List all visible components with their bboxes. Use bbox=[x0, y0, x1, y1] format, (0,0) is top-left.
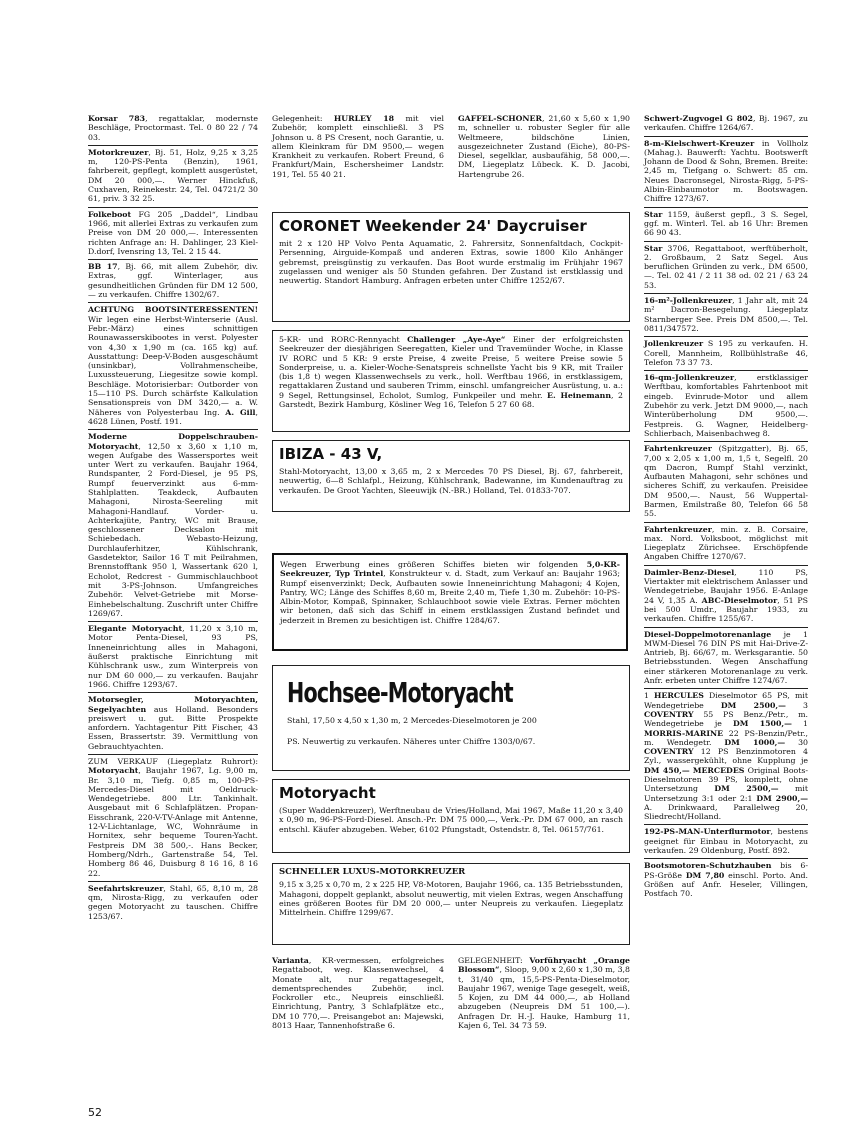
motoryacht-text: (Super Waddenkreuzer), Werftneubau de Vries/Holland, Mai 1967, Maße 11,20 x 3,40 x 0,90 m, 96-PS-Ford-Diesel. Ansch.-Pr. DM 75 000,—, Verk.-Pr. DM 67 000, an rasch entschl. Käufer abzugeben. Weber, 6102 Pfungstadt, Ostendstr. 8, Tel. 06157/761. bbox=[279, 806, 623, 834]
col4-ad-0: Schwert-Zugvogel G 802, Bj. 1967, zu verkaufen. Chiffre 1264/67. bbox=[644, 112, 808, 137]
coronet-text: mit 2 x 120 HP Volvo Penta Aquamatic, 2. Fahrersitz, Sonnenfaltdach, Cockpit-Persenning, Airguide-Kompaß und anderen Extras, sowie 1800 Kilo Anhänger gebremst, preisgünstig zu verkaufen. Das Boot wurde erstmalig im Frühjahr 1967 zugelassen und weniger als 50 Stunden gefahren. Der Zustand ist erstklassig und neuwertig. Standort Hamburg. Anfragen erbeten unter Chiffre 1252/67. bbox=[279, 239, 623, 286]
col4-ad-9: Daimler-Benz-Diesel, 110 PS, Viertakter mit elektrischem Anlasser und Wendegetriebe, Baujahr 1956. E-Anlage 24 V, 1,35 A. ABC-Dieselmotor, 51 PS bei 500 Umdr., Baujahr 1933, zu verkaufen. Chiffre 1255/67. bbox=[644, 566, 808, 628]
col4-ad-13: Bootsmotoren-Schutzhauben bis 6-PS-Größe DM 7,80 einschl. Porto. And. Größen auf Anfr. Heseler, Villingen, Postfach 70. bbox=[644, 861, 808, 899]
col1-ad-4: ACHTUNG BOOTSINTERESSENTEN! Wir legen eine Herbst-Winterserie (Ausl. Febr.-März) eines schnittigen Rounawasserskibootes in verst. Polyester von 4,30 x 1,90 m (ca. 165 kg) auf. Ausstattung: Deep-V-Boden ausgeschäumt (unsinkbar), Vollrahmenscheibe, Luxussteuerung, Liegesitze sowie kompl. Beschläge. Motorisierbar: Outborder von 15—110 PS. Durch schärfste Kalkulation Sensationspreis von DM 3420,— a. W. Näheres von Polyesterbau Ing. A. Gill, 4628 Lünen, Postf. 191. bbox=[88, 303, 258, 430]
col2-ad-0: Gelegenheit: HURLEY 18 mit viel Zubehör, komplett einschließl. 3 PS Johnson u. 8 PS Cresent, noch Garantie, u. allem Kleinkram für DM 9500,— wegen Krankheit zu verkaufen. Robert Freund, 6 Frankfurt/Main, Eschersheimer Landstr. 191, Tel. 55 40 21. bbox=[272, 114, 445, 179]
col3b-ad-0: GELEGENHEIT: Vorführyacht „Orange Blossom“, Sloop, 9,00 x 2,60 x 1,30 m, 3,8 t, 31/40 qm, 15,5-PS-Penta-Dieselmotor, Baujahr 1967, wenige Tage gesegelt, weiß, 5 Kojen, zu DM 44 000,—, ab Holland abzugeben (Neupreis DM 51 100,—). Anfragen Dr. H.-J. Hauke, Hamburg 11, Kajen 6, Tel. 34 73 59. bbox=[458, 956, 630, 1031]
coronet-title: CORONET Weekender 24' Daycruiser bbox=[279, 217, 587, 235]
motoryacht-title: Motoryacht bbox=[279, 784, 376, 802]
col4-ad-3: Star 3706, Regattaboot, werftüberholt, 2. Großbaum, 2 Satz Segel. Aus beruflichen Gründen zu verk., DM 6500,—. Tel. 02 41 / 2 11 38 od. 02 21 / 63 24 53. bbox=[644, 242, 808, 294]
col1-ad-0: Korsar 783, regattaklar, modernste Beschläge, Proctormast. Tel. 0 80 22 / 74 03. bbox=[88, 112, 258, 146]
col4-ad-5: Jollenkreuzer S 195 zu verkaufen. H. Corell, Mannheim, Rollbühlstraße 46, Telefon 73 37 73. bbox=[644, 337, 808, 371]
luxus-text: 9,15 x 3,25 x 0,70 m, 2 x 225 HP, V8-Motoren, Baujahr 1966, ca. 135 Betriebsstunden, Mahagoni, doppelt geplankt, absolut neuwertig, mit vielen Extras, wegen Anschaffung eines größeren Bootes für DM 20 000,— unter Neupreis zu verkaufen. Liegeplatz Mittelrhein. Chiffre 1299/67. bbox=[279, 880, 623, 918]
col1-ad-5: Moderne Doppelschrauben-Motoryacht, 12,50 x 3,60 x 1,10 m, wegen Aufgabe des Wassersportes weit unter Wert zu verkaufen. Baujahr 1964, Rundspanter, 2 Ford-Diesel, je 95 PS, Rumpf feuerverzinkt aus 6-mm-Stahlplatten. Teakdeck, Aufbauten Mahagoni, Nirosta-Seereling mit Mahagoni-Handlauf. Vorder- u. Achterkajüte, Pantry, WC mit Brause, geschlossener Decksalon mit Schiebedach. Webasto-Heizung, Durchlauferhitzer, Kühlschrank, Gasdetektor, Sailor 16 T mit Peilrahmen, Brennstofftank 950 l, Wassertank 620 l, Echolot, Redcrest - Gummischlauchboot mit 3-PS-Johnson. Umfangreiches Zubehör. Velvet-Getriebe mit Morse-Einhebelschaltung. Zuschrift unter Chiffre 1269/67. bbox=[88, 430, 258, 622]
hochsee-title: Hochsee-Motoryacht bbox=[287, 676, 513, 709]
col2b-ad-0: Varianta, KR-vermessen, erfolgreiches Regattaboot, weg. Klassenwechsel, 4 Monate alt, nur regattagesegelt, dementsprechendes Zubehör, incl. Fockroller etc., Neupreis einschließl. Einrichtung, Pantry, 3 Schlafplätze etc., DM 10 770,—. Preisangebot an: Majewski, 8013 Haar, Tannenhofstraße 6. bbox=[272, 956, 444, 1031]
column-4 bbox=[644, 112, 808, 902]
column-2-bottom bbox=[272, 954, 444, 1033]
col4-ad-10: Diesel-Doppelmotorenanlage je 1 MWM-Diesel 76 DIN PS mit Hai-Drive-Z-Antrieb, Bj. 66/67, m. Werksgarantie. 50 Betriebsstunden. Wegen Anschaffung einer stärkeren Motorenanlage zu verk. Anfr. erbeten unter Chiffre 1274/67. bbox=[644, 628, 808, 690]
ad-ibiza bbox=[272, 440, 630, 512]
column-2-top bbox=[272, 112, 444, 182]
col4-ad-11: 1 HERCULES Dieselmotor 65 PS, mit Wendegetriebe DM 2500,— 3 COVENTRY 55 PS Benz./Petr., m. Wendegetriebe je DM 1500,— 1 MORRIS-MARINE 22 PS-Benzin/Petr., m. Wendegetr. DM 1000,— 30 COVENTRY 12 PS Benzinmotoren 4 Zyl., wassergekühlt, ohne Kupplung je DM 450,— MERCEDES Original Boots-Dieselmotoren 39 PS, komplett, ohne Untersetzung DM 2500,— mit Untersetzung 3:1 oder 2:1 DM 2900,— A. Drinkwaard, Parallelweg 20, Sliedrecht/Holland. bbox=[644, 689, 808, 825]
trintel-text: Wegen Erwerbung eines größeren Schiffes bieten wir folgenden 5,0-KR-Seekreuzer, Typ Trintel, Konstrukteur v. d. Stadt, zum Verkauf an: Baujahr 1963; Rumpf eisenverzinkt; Deck, Aufbauten sowie Inneneinrichtung Mahagoni; 4 Kojen, Pantry, WC; Länge des Schiffes 8,60 m, Breite 2,40 m, Tiefe 1,30 m. Zubehör: 10-PS-Albin-Motor, Kompaß, Spinnaker, Schlauchboot sowie viele Extras. Ferner möchten wir betonen, daß sich das Schiff in einem erstklassigen Zustand befindet und jederzeit in Bremen zu besichtigen ist. Chiffre 1284/67. bbox=[280, 560, 620, 625]
column-3-top bbox=[458, 112, 630, 182]
ad-coronet bbox=[272, 212, 630, 322]
col4-ad-4: 16-m²-Jollenkreuzer, 1 Jahr alt, mit 24 m² Dacron-Besegelung. Liegeplatz Starnberger See. Preis DM 8500,—. Tel. 0811/347572. bbox=[644, 294, 808, 337]
col1-ad-9: Seefahrtskreuzer, Stahl, 65, 8,10 m, 28 qm, Nirosta-Rigg, zu verkaufen oder gegen Motoryacht zu tauschen. Chiffre 1253/67. bbox=[88, 883, 258, 921]
col1-ad-2: Folkeboot FG 205 „Daddel“, Lindbau 1966, mit allerlei Extras zu verkaufen zum Preise von DM 20 000,—. Interessenten richten Anfrage an: H. Dahlinger, 23 Kiel-D.dorf, Ivensring 13, Tel. 2 15 44. bbox=[88, 208, 258, 260]
col1-ad-3: BB 17, Bj. 66, mit allem Zubehör, div. Extras, ggf. Winterlager, aus gesundheitlichen Gründen für DM 12 500,— zu verkaufen. Chiffre 1302/67. bbox=[88, 260, 258, 303]
hochsee-line1: Stahl, 17,50 x 4,50 x 1,30 m, 2 Mercedes-Dieselmotoren je 200 bbox=[287, 716, 537, 725]
col4-ad-6: 16-qm-Jollenkreuzer, erstklassiger Werftbau, komfortables Fahrtenboot mit eingeb. Evinrude-Motor und allem Zubehör zu verk. Jetzt DM 9000,—, nach Winterüberholung DM 9500,—. Festpreis. G. Wagner, Heidelberg-Schlierbach, Maisenbachweg 8. bbox=[644, 371, 808, 442]
aye-aye-text: 5-KR- und RORC-Rennyacht Challenger „Aye-Aye“ Einer der erfolgreichsten Seekreuzer der diesjährigen Seeregatten, Kieler und Travemünder Woche, in Klasse IV RORC und 5 KR: 9 erste Preise, 4 zweite Preise, 5 weitere Preise sowie 5 Sonderpreise, u. a. Kieler-Woche-Senatspreis schnellste Yacht bis 9 KR, mit Trailer (bis 1,8 t) wegen Klassenwechsels zu verk., holl. Werftbau 1966, in erstklassigem, regattaklaren Zustand und sauberen Trimm, einschl. umfangreicher Ausrüstung, u. a.: 9 Segel, Rettungsinsel, Echolot, Sumlog, Funkpeiler und mehr. E. Heinemann, 2 Garstedt, Bezirk Hamburg, Kösliner Weg 16, Telefon 5 27 60 68. bbox=[279, 335, 623, 410]
luxus-title: SCHNELLER LUXUS-MOTORKREUZER bbox=[279, 867, 466, 877]
col4-ad-2: Star 1159, äußerst gepfl., 3 S. Segel, ggf. m. Winterl. Tel. ab 16 Uhr: Bremen 66 90 43. bbox=[644, 208, 808, 242]
ad-motoryacht bbox=[272, 779, 630, 853]
ad-aye-aye bbox=[272, 330, 630, 432]
page-number: 52 bbox=[88, 1106, 102, 1119]
ibiza-text: Stahl-Motoryacht, 13,00 x 3,65 m, 2 x Mercedes 70 PS Diesel, Bj. 67, fahrbereit, neuwertig, 6—8 Schlafpl., Heizung, Kühlschrank, Badewanne, im Kundenauftrag zu verkaufen. De Groot Yachten, Sleeuwijk (N.-BR.) Holland, Tel. 01833-707. bbox=[279, 467, 623, 495]
col1-ad-7: Motorsegler, Motoryachten, Segelyachten aus Holland. Besonders preiswert u. gut. Bitte Prospekte anfordern. Yachtagentur Pitt Fischer, 43 Essen, Brassertstr. 39. Vermittlung von Gebrauchtyachten. bbox=[88, 693, 258, 755]
column-3-bottom bbox=[458, 954, 630, 1033]
column-1 bbox=[88, 112, 258, 924]
ad-hochsee bbox=[272, 665, 630, 771]
ad-trintel-frame bbox=[272, 553, 628, 651]
hochsee-line2: PS. Neuwertig zu verkaufen. Näheres unter Chiffre 1303/0/67. bbox=[287, 737, 536, 747]
col4-ad-12: 192-PS-MAN-Unterflurmotor, bestens geeignet für Einbau in Motoryacht, zu verkaufen. 29 Oldenburg, Postf. 892. bbox=[644, 825, 808, 859]
col4-ad-7: Fahrtenkreuzer (Spitzgatter), Bj. 65, 7,00 x 2,05 x 1,00 m, 1,5 t, Segelfl. 20 qm Dacron, Rumpf Stahl verzinkt, Aufbauten Mahagoni, sehr schönes und sicheres Schiff, zu verkaufen. Preisidee DM 9500,—. Naust, 56 Wuppertal-Barmen, Emilstraße 80, Telefon 66 58 55. bbox=[644, 442, 808, 522]
ad-luxus bbox=[272, 863, 630, 945]
col3-ad-0: GAFFEL-SCHONER, 21,60 x 5,60 x 1,90 m, schneller u. robuster Segler für alle Weltmeere, bildschöne Linien, ausgezeichneter Zustand (Eiche), 80-PS-Diesel, segelklar, ausbaufähig, 58 000,—. DM, Liegeplatz Lübeck. K. D. Jacobi, Hartengrube 26. bbox=[458, 114, 630, 179]
col4-ad-1: 8-m-Kielschwert-Kreuzer in Vollholz (Mahag.). Bauwerft: Yachtu. Bootswerft Johann de Dood & Sohn, Bremen. Breite: 2,45 m, Tiefgang o. Schwert: 85 cm. Neues Dacronsegel, Nirosta-Rigg, 5-PS-Albin-Einbaumotor m. Bootswagen. Chiffre 1273/67. bbox=[644, 137, 808, 208]
col1-ad-6: Elegante Motoryacht, 11,20 x 3,10 m, Motor Penta-Diesel, 93 PS, Inneneinrichtung alles in Mahagoni, äußerst praktische Einrichtung mit Kühlschrank usw., zum Winterpreis von nur DM 60 000,— zu verkaufen. Baujahr 1966. Chiffre 1293/67. bbox=[88, 622, 258, 693]
col1-ad-8: ZUM VERKAUF (Liegeplatz Ruhrort): Motoryacht, Baujahr 1967, Lg. 9,00 m, Br. 3,10 m, Tiefg. 0,85 m, 100-PS-Mercedes-Diesel mit Oeldruck-Wendegetriebe. 800 Ltr. Tankinhalt. Ausgebaut mit 6 Schlafplätzen. Propan-Eisschrank, 220-V-TV-Anlage mit Antenne, 12-V-Lichtanlage, WC, Wohnräume in Hornitex, sehr bequeme Touren-Yacht. Festpreis DM 38 500,-. Hans Becker, Homberg/Ndrh., Gartenstraße 54, Tel. Homberg 86 46, Duisburg 8 16 16, 8 16 22. bbox=[88, 755, 258, 882]
col1-ad-1: Motorkreuzer, Bj. 51, Holz, 9,25 x 3,25 m, 120-PS-Penta (Benzin), 1961, fahrbereit, gepflegt, komplett ausgerüstet, DM 20 000,—. Werner Hinckfuß, Cuxhaven, Reinekestr. 24, Tel. 04721/2 30 61, priv. 3 32 25. bbox=[88, 146, 258, 208]
col4-ad-8: Fahrtenkreuzer, min. z. B. Corsaire, max. Nord. Volksboot, möglichst mit Liegeplatz Zürichsee. Erschöpfende Angaben Chiffre 1270/67. bbox=[644, 523, 808, 566]
ibiza-title: IBIZA - 43 V, bbox=[279, 445, 383, 463]
